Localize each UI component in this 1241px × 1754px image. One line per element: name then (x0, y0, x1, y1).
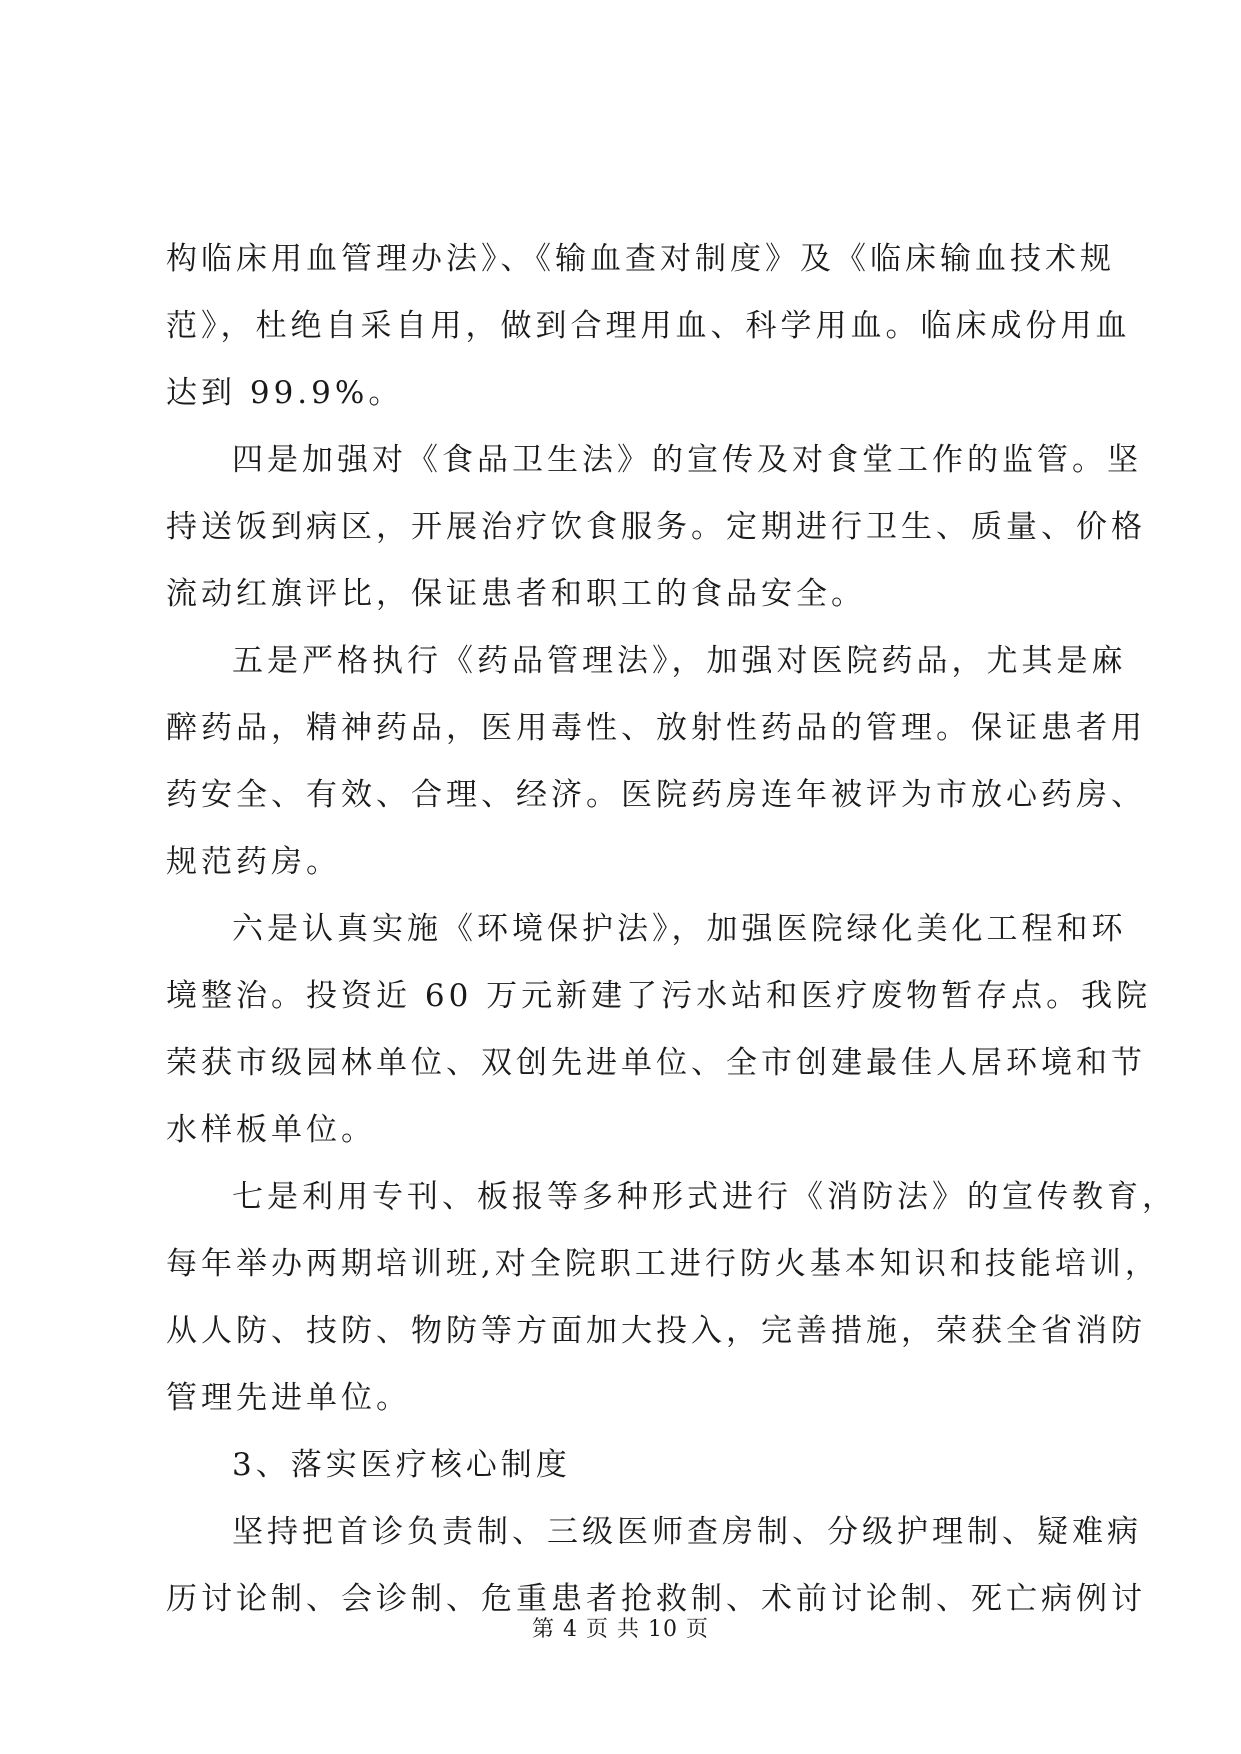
text-line: 境整治。投资近 60 万元新建了污水站和医疗废物暂存点。我院 (166, 978, 1152, 1014)
text-line: 历讨论制、会诊制、危重患者抢救制、术前讨论制、死亡病例讨 (166, 1581, 1146, 1617)
page-footer: 第 4 页 共 10 页 (532, 1617, 709, 1642)
paragraph-start-line: 四是加强对《食品卫生法》的宣传及对食堂工作的监管。坚 (232, 442, 1142, 478)
text-line: 规范药房。 (166, 844, 341, 880)
text-line: 从人防、技防、物防等方面加大投入，完善措施，荣获全省消防 (166, 1313, 1146, 1349)
paragraph-start-line: 五是严格执行《药品管理法》，加强对医院药品，尤其是麻 (232, 643, 1127, 679)
paragraph-start-line: 坚持把首诊负责制、三级医师查房制、分级护理制、疑难病 (232, 1514, 1142, 1550)
text-line: 水样板单位。 (166, 1112, 376, 1148)
text-line: 达到 99.9%。 (166, 375, 404, 411)
section-heading: 3、落实医疗核心制度 (232, 1447, 571, 1483)
paragraph-start-line: 六是认真实施《环境保护法》，加强医院绿化美化工程和环 (232, 911, 1127, 947)
text-line: 荣获市级园林单位、双创先进单位、全市创建最佳人居环境和节 (166, 1045, 1146, 1081)
text-line: 每年举办两期培训班,对全院职工进行防火基本知识和技能培训， (166, 1246, 1160, 1282)
text-line: 流动红旗评比，保证患者和职工的食品安全。 (166, 576, 866, 612)
text-line: 持送饭到病区，开展治疗饮食服务。定期进行卫生、质量、价格 (166, 509, 1146, 545)
text-line: 范》，杜绝自采自用，做到合理用血、科学用血。临床成份用血 (166, 308, 1131, 344)
text-line: 管理先进单位。 (166, 1380, 411, 1416)
text-line: 药安全、有效、合理、经济。医院药房连年被评为市放心药房、 (166, 777, 1146, 813)
text-line: 构临床用血管理办法》、《输血查对制度》及《临床输血技术规 (166, 241, 1115, 277)
document-body (166, 226, 1177, 1633)
text-line: 醉药品，精神药品，医用毒性、放射性药品的管理。保证患者用 (166, 710, 1146, 746)
paragraph-start-line: 七是利用专刊、板报等多种形式进行《消防法》的宣传教育， (232, 1179, 1177, 1215)
